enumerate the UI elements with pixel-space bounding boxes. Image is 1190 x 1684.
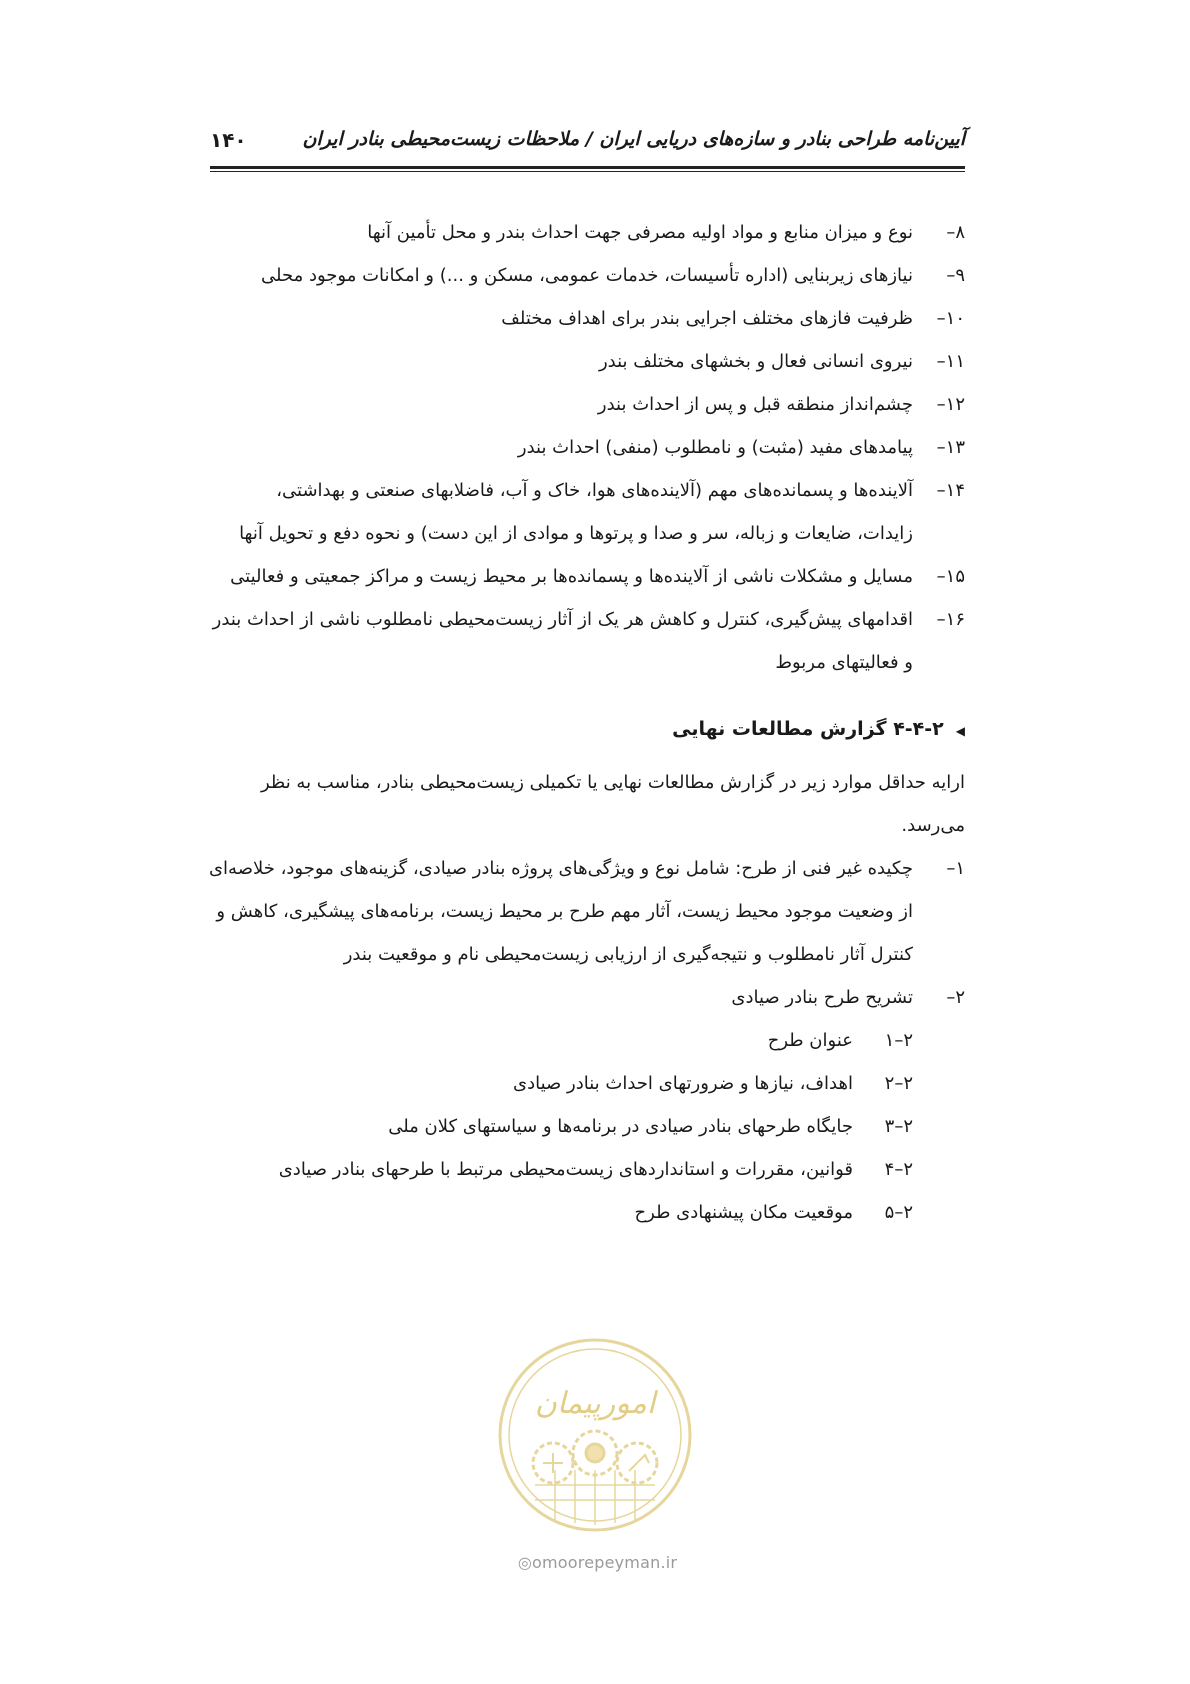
svg-text:امورپیمان: امورپیمان xyxy=(534,1386,656,1421)
running-title: آیین‌نامه طراحی بنادر و سازه‌های دریایی ایران / ملاحظات زیست‌محیطی بنادر ایران xyxy=(302,128,965,150)
watermark-caption: ◎omoorepeyman.ir xyxy=(517,1553,678,1572)
watermark-logo xyxy=(495,1335,695,1535)
page-header xyxy=(210,128,965,164)
list-item: ۱۵–مسایل و مشکلات ناشی از آلاینده‌ها و پسمانده‌ها بر محیط زیست و مراکز جمعیتی و فعالیتی xyxy=(230,566,965,587)
list-item: ۹–نیازهای زیربنایی (اداره تأسیسات، خدمات عمومی، مسکن و ...) و امکانات موجود محلی xyxy=(261,265,965,286)
header-rule-thick xyxy=(210,166,965,169)
list-item-continuation: زایدات، ضایعات و زباله، سر و صدا و پرتوها و موادی از این دست) و نحوه دفع و تحویل آنها xyxy=(239,523,913,544)
list-item: ۱۰–ظرفیت فازهای مختلف اجرایی بندر برای اهداف مختلف xyxy=(501,308,965,329)
at-sign-icon: ◎ xyxy=(517,1553,533,1572)
sub-list-item: ۲–۲اهداف، نیازها و ضرورتهای احداث بنادر صیادی xyxy=(513,1073,913,1094)
list-item-continuation: و فعالیتهای مربوط xyxy=(775,652,913,673)
section-heading: ◀۴-۴-۲ گزارش مطالعات نهایی xyxy=(672,714,965,746)
header-rule-thin xyxy=(210,171,965,172)
intro-paragraph-continuation: می‌رسد. xyxy=(901,815,965,836)
list-item: ۱۴–آلاینده‌ها و پسمانده‌های مهم (آلاینده‌های هوا، خاک و آب، فاضلابهای صنعتی و بهداشتی، xyxy=(276,480,965,501)
sub-list-item: ۲–۱عنوان طرح xyxy=(767,1030,913,1051)
list-item: ۱۶–اقدامهای پیش‌گیری، کنترل و کاهش هر یک از آثار زیست‌محیطی نامطلوب ناشی از احداث بندر xyxy=(212,609,965,630)
sub-list-item: ۲–۳جایگاه طرحهای بنادر صیادی در برنامه‌ها و سیاستهای کلان ملی xyxy=(388,1116,913,1137)
page-number: ۱۴۰ xyxy=(210,128,247,152)
list-item: ۲–تشریح طرح بنادر صیادی xyxy=(731,987,965,1008)
list-item: ۱۳–پیامدهای مفید (مثبت) و نامطلوب (منفی) احداث بندر xyxy=(517,437,965,458)
sub-list-item: ۲–۵موقعیت مکان پیشنهادی طرح xyxy=(634,1202,913,1223)
list-item-continuation: از وضعیت موجود محیط زیست، آثار مهم طرح بر محیط زیست، برنامه‌های پیشگیری، کاهش و xyxy=(216,901,913,922)
list-item: ۱۱–نیروی انسانی فعال و بخشهای مختلف بندر xyxy=(598,351,965,372)
intro-paragraph: ارایه حداقل موارد زیر در گزارش مطالعات نهایی یا تکمیلی زیست‌محیطی بنادر، مناسب به نظر xyxy=(261,772,965,793)
list-item: ۸–نوع و میزان منابع و مواد اولیه مصرفی جهت احداث بندر و محل تأمین آنها xyxy=(367,222,965,243)
triangle-bullet-icon: ◀ xyxy=(955,724,965,738)
sub-list-item: ۲–۴قوانین، مقررات و استانداردهای زیست‌محیطی مرتبط با طرحهای بنادر صیادی xyxy=(278,1159,913,1180)
list-item: ۱۲–چشم‌انداز منطقه قبل و پس از احداث بندر xyxy=(597,394,965,415)
list-item-continuation: کنترل آثار نامطلوب و نتیجه‌گیری از ارزیابی زیست‌محیطی نام و موقعیت بندر xyxy=(343,944,913,965)
list-item: ۱–چکیده غیر فنی از طرح: شامل نوع و ویژگی‌های پروژه بنادر صیادی، گزینه‌های موجود، خلاصه‌ای xyxy=(208,858,965,879)
